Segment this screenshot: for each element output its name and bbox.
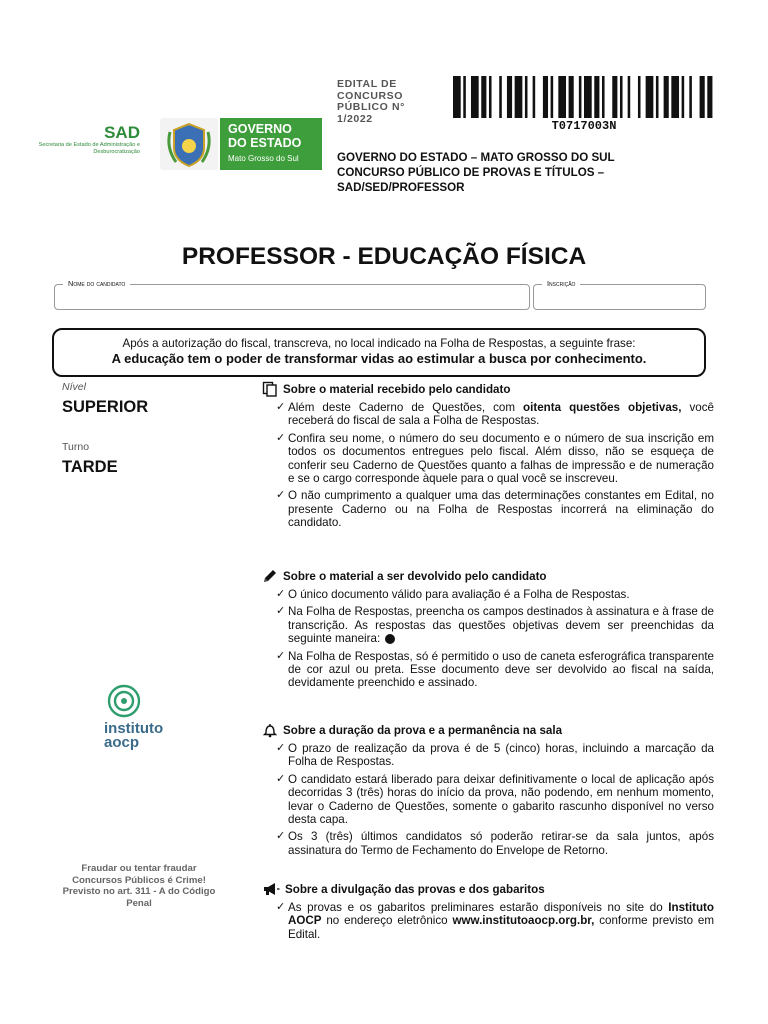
- check-icon: ✓: [276, 772, 286, 785]
- edital-label: [337, 79, 437, 125]
- barcode-bar: [551, 76, 554, 118]
- aocp-logo-text: [104, 722, 163, 750]
- barcode-bar: [543, 76, 548, 118]
- list-item: [262, 742, 714, 769]
- check-icon: ✓: [276, 605, 286, 618]
- section-title-text: Sobre a divulgação das provas e dos gabaritos: [285, 882, 545, 896]
- barcode-bar: [638, 76, 641, 118]
- nome-candidato-field[interactable]: [54, 279, 530, 310]
- exam-info-line1: GOVERNO DO ESTADO – MATO GROSSO DO SUL: [337, 151, 615, 164]
- turno-value: TARDE: [62, 458, 118, 476]
- barcode-bar: [533, 76, 536, 118]
- list-item: [262, 773, 714, 827]
- nome-candidato-label: Nome do candidato: [63, 279, 130, 288]
- list-item: [262, 489, 714, 529]
- item-text: Na Folha de Respostas, só é permitido o uso de caneta esferográfica transparente de cor azul ou preta. Esse documento deve ser devolvido ao fiscal na saída, devidamente preenchido e assinado.: [288, 649, 714, 690]
- frase-box: [52, 328, 706, 377]
- nivel-value: SUPERIOR: [62, 398, 149, 416]
- section-title-text: Sobre a duração da prova e a permanência na sala: [283, 723, 563, 737]
- item-bold-text: oitenta questões objetivas,: [523, 401, 682, 414]
- list-item: [262, 830, 714, 857]
- clipboard-icon: [262, 381, 278, 397]
- check-icon: ✓: [276, 830, 286, 843]
- barcode-bar: [453, 76, 461, 118]
- edital-line1: EDITAL DE: [337, 78, 397, 90]
- section-duracao-prova: [262, 722, 714, 857]
- barcode-bar: [463, 76, 466, 118]
- check-icon: ✓: [276, 588, 286, 600]
- section-material-devolvido: [262, 568, 714, 690]
- bell-icon: [262, 722, 278, 738]
- item-text: O único documento válido para avaliação é a Folha de Respostas.: [288, 588, 630, 601]
- barcode-bar: [664, 76, 669, 118]
- list-item: [262, 432, 714, 486]
- governo-logo-line2: DO ESTADO: [228, 136, 302, 150]
- barcode-bar: [481, 76, 486, 118]
- barcode-bar: [707, 76, 712, 118]
- barcode-bar: [671, 76, 679, 118]
- item-text-mid: no endereço eletrônico: [321, 914, 453, 928]
- aocp-logo-icon: [100, 683, 176, 724]
- edital-line4: 1/2022: [337, 112, 373, 125]
- frase-instruction: Após a autorização do fiscal, transcreva, no local indicado na Folha de Respostas, a seguinte frase:: [122, 337, 636, 350]
- inscricao-label: Inscrição: [542, 279, 580, 288]
- nivel-label: Nível: [62, 381, 86, 393]
- section-title: [262, 722, 714, 738]
- edital-line2: CONCURSO: [337, 89, 404, 102]
- barcode: [453, 76, 715, 118]
- barcode-bar: [569, 76, 574, 118]
- barcode-bar: [489, 76, 492, 118]
- barcode-bar: [682, 76, 685, 118]
- barcode-bar: [620, 76, 623, 118]
- barcode-bar: [579, 76, 582, 118]
- section-title: [262, 881, 714, 897]
- exam-info-line3: SAD/SED/PROFESSOR: [337, 181, 465, 195]
- item-bold-text: Instituto AOCP: [288, 901, 714, 928]
- item-text: Os 3 (três) últimos candidatos só poderão retirar-se da sala juntos, após assinatura do Termo de Fechamento do Envelope de Retorno.: [288, 830, 714, 857]
- check-icon: ✓: [276, 489, 286, 502]
- barcode-bar: [499, 76, 502, 118]
- page-title: PROFESSOR - EDUCAÇÃO FÍSICA: [181, 243, 587, 270]
- section-title-text: Sobre o material a ser devolvido pelo candidato: [283, 569, 547, 583]
- item-text: Na Folha de Respostas, preencha os campos destinados à assinatura e à frase de transcrição. As respostas das questões objetivas devem ser preenchidas da seguinte maneira:: [288, 605, 714, 646]
- section-divulgacao: [262, 881, 714, 941]
- section-title: [262, 381, 714, 397]
- check-icon: ✓: [276, 649, 286, 662]
- barcode-bar: [507, 76, 512, 118]
- website-link: www.institutoaocp.org.br,: [452, 914, 595, 928]
- barcode-bar: [594, 76, 599, 118]
- section-material-recebido: [262, 381, 714, 530]
- item-text: Além deste Caderno de Questões, com: [288, 401, 524, 414]
- sad-logo-subtitle: Secretaria de Estado de Administração e Desburocratização: [38, 142, 140, 155]
- governo-logo-line3: Mato Grosso do Sul: [228, 154, 299, 163]
- section-title-text: Sobre o material recebido pelo candidato: [283, 382, 511, 396]
- barcode-bar: [628, 76, 631, 118]
- filled-bubble-icon: [385, 634, 395, 644]
- item-text: O candidato estará liberado para deixar definitivamente o local de aplicação após decorridas 3 (três) horas do início da prova, não podendo, em nenhum momento, levar o Caderno de Questões, somente o gabarito rascunho disponível no verso desta capa.: [288, 772, 714, 827]
- list-item: [262, 901, 714, 941]
- barcode-bar: [525, 76, 528, 118]
- pencil-icon: [262, 568, 278, 584]
- check-icon: ✓: [276, 742, 286, 754]
- exam-info: [337, 150, 697, 196]
- section-title: [262, 568, 714, 584]
- item-text: O não cumprimento a qualquer uma das determinações constantes em Edital, no presente Caderno ou na Folha de Respostas incorrerá na eliminação do candidato.: [288, 489, 714, 530]
- item-text-end: você receberá do fiscal de sala a Folha de Respostas.: [288, 401, 714, 428]
- frase-text: A educação tem o poder de transformar vidas ao estimular a busca por conhecimento.: [111, 351, 647, 366]
- check-icon: ✓: [276, 901, 286, 913]
- list-item: [262, 650, 714, 690]
- check-icon: ✓: [276, 401, 286, 413]
- inscricao-field[interactable]: [533, 279, 706, 310]
- item-text-end: conforme previsto em Edital.: [288, 914, 714, 941]
- barcode-bar: [689, 76, 692, 118]
- aocp-line2: aocp: [104, 734, 140, 751]
- barcode-bar: [612, 76, 617, 118]
- edital-line3: PÚBLICO N°: [337, 101, 405, 114]
- list-item: [262, 588, 714, 601]
- barcode-bar: [471, 76, 479, 118]
- crime-warning: Fraudar ou tentar fraudar Concursos Públicos é Crime! Previsto no art. 311 - A do Código Penal: [62, 863, 216, 909]
- check-icon: ✓: [276, 431, 286, 444]
- barcode-bar: [602, 76, 605, 118]
- item-text: O prazo de realização da prova é de 5 (cinco) horas, incluindo a marcação da Folha de Respostas.: [288, 742, 714, 769]
- barcode-bar: [656, 76, 659, 118]
- governo-logo-banner: [220, 118, 322, 170]
- barcode-bar: [558, 76, 566, 118]
- sad-logo-name: SAD: [104, 123, 140, 142]
- item-text: Confira seu nome, o número do seu documento e o número de sua inscrição em todos os documentos entregues pelo fiscal. Além disso, não se esqueça de conferir seu Caderno de Questões quanto a falhas de impressão e de numeração e se o cargo corresponde àquele para o qual você se inscreveu.: [288, 431, 714, 486]
- sad-logo: [36, 124, 140, 156]
- barcode-bar: [700, 76, 705, 118]
- barcode-bar: [584, 76, 592, 118]
- barcode-bar: [515, 76, 523, 118]
- governo-logo-line1: GOVERNO: [228, 122, 292, 136]
- megaphone-icon: [262, 881, 280, 897]
- exam-info-line2: CONCURSO PÚBLICO DE PROVAS E TÍTULOS –: [337, 166, 605, 180]
- aocp-line1: instituto: [104, 720, 164, 737]
- barcode-bar: [646, 76, 654, 118]
- state-crest-icon: [160, 118, 218, 170]
- list-item: [262, 605, 714, 645]
- list-item: [262, 401, 714, 428]
- governo-logo: [160, 118, 322, 170]
- barcode-number: T0717003N: [551, 119, 617, 133]
- turno-label: Turno: [62, 441, 90, 453]
- item-text: As provas e os gabaritos preliminares estarão disponíveis no site do: [288, 901, 669, 914]
